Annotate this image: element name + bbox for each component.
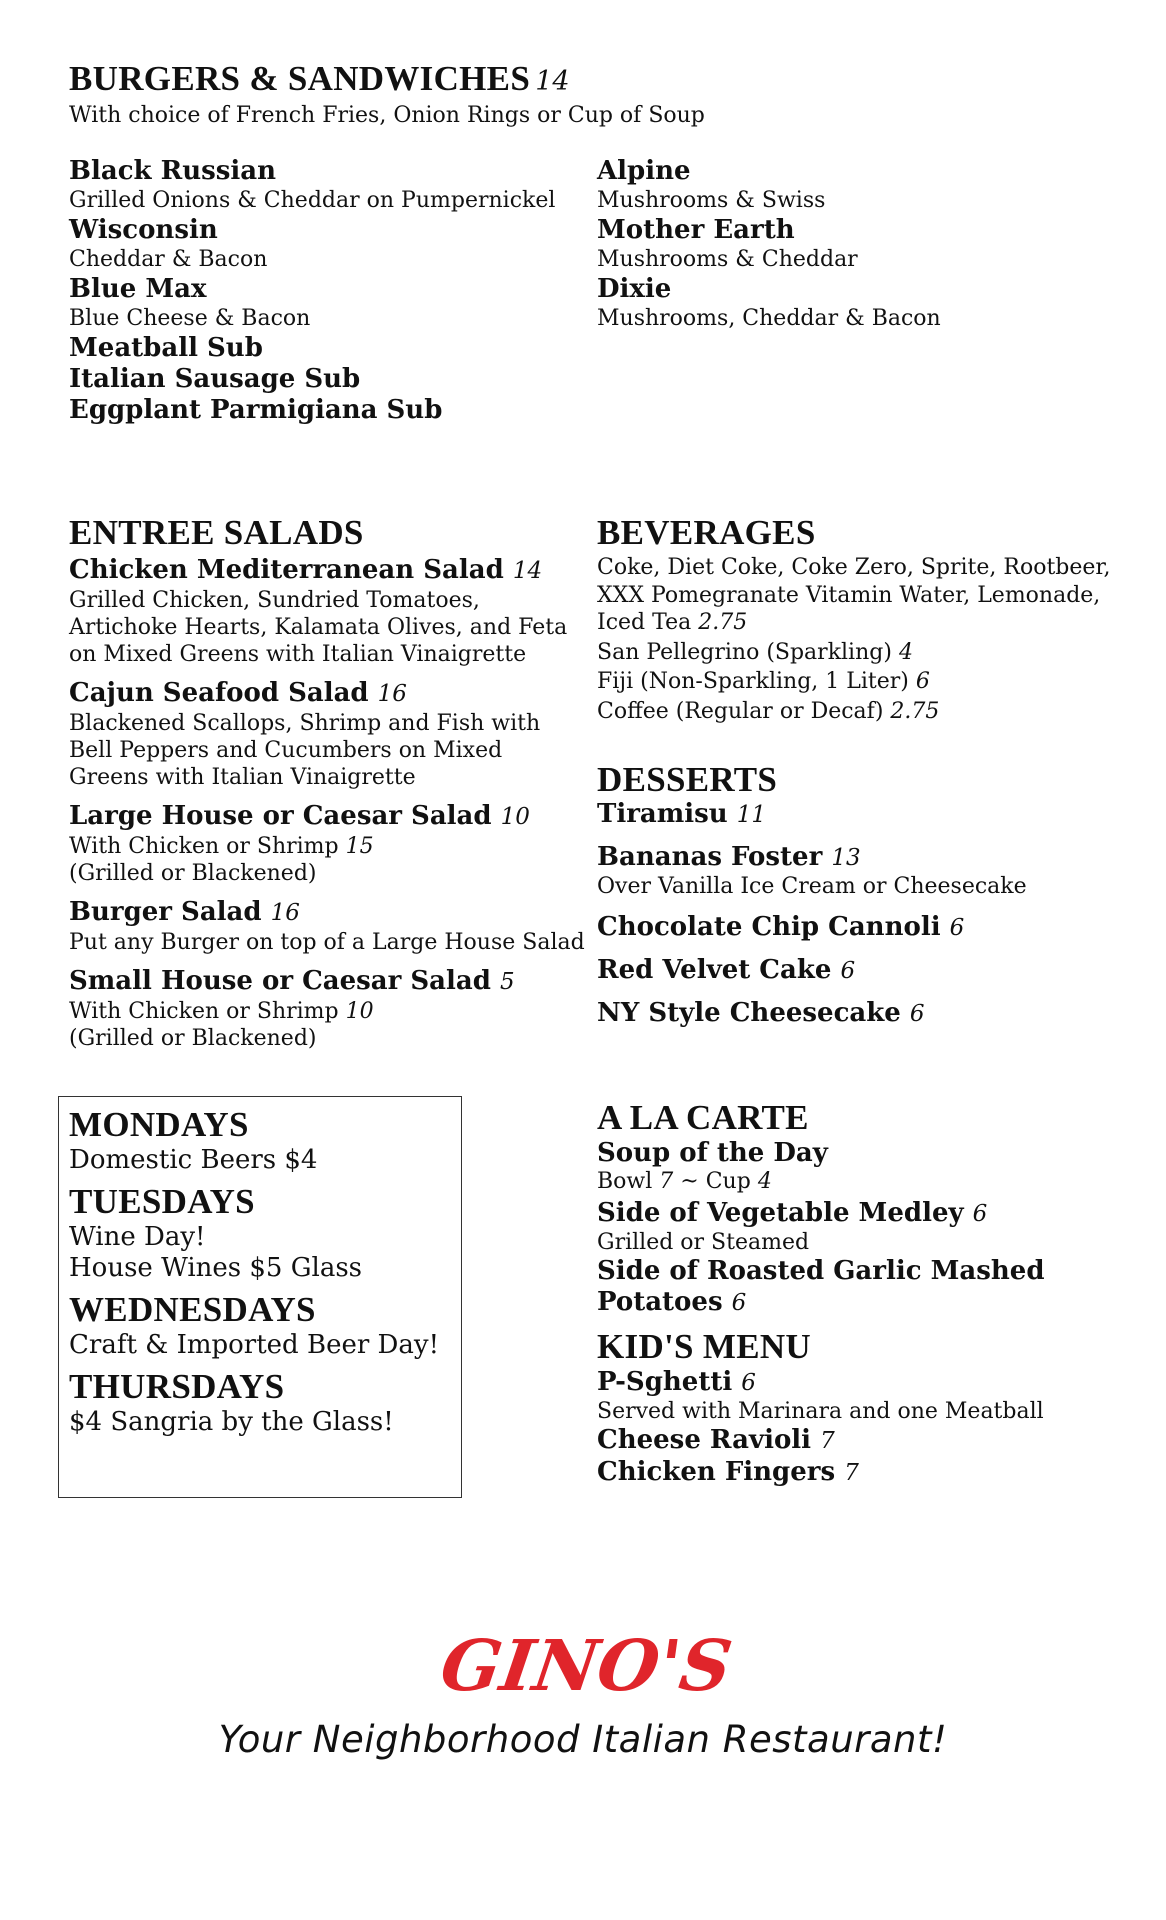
item-name: Alpine: [597, 156, 691, 186]
logo-wordmark: GINO'S: [435, 1624, 737, 1707]
special-line: Domestic Beers $4: [69, 1145, 318, 1175]
salad-desc-line: on Mixed Greens with Italian Vinaigrette: [69, 642, 527, 667]
beverage-price: 4: [898, 639, 913, 665]
kids-item-price: 7: [844, 1460, 859, 1486]
beverage-price: 6: [915, 669, 930, 694]
dessert-name: Bananas Foster: [597, 842, 823, 872]
burgers-price: 14: [535, 66, 570, 97]
kids-item-name: Chicken Fingers: [597, 1457, 836, 1487]
beverages-title: BEVERAGES: [597, 513, 816, 552]
item-name: Blue Max: [69, 274, 207, 304]
item-name: Wisconsin: [69, 215, 218, 245]
salad-item: [69, 554, 589, 668]
beverage-price: 2.75: [698, 610, 748, 635]
soup-bowl-price: 7: [659, 1169, 674, 1194]
beverage-line: Coke, Diet Coke, Coke Zero, Sprite, Rootbeer,: [597, 555, 1111, 580]
salad-name: Small House or Caesar Salad: [69, 966, 491, 996]
menu-item-name: Eggplant Parmigiana Sub: [69, 395, 443, 425]
daily-specials-box: [58, 1096, 462, 1498]
item-desc: Cheddar & Bacon: [69, 247, 268, 272]
menu-item-name: Meatball Sub: [69, 333, 263, 363]
carte-item-name: Side of Roasted Garlic Mashed: [597, 1256, 1045, 1286]
salad-item: [69, 896, 589, 956]
burgers-section: [69, 61, 705, 130]
salad-item: [69, 800, 589, 887]
menu-item: [69, 215, 589, 274]
special-line: House Wines $5 Glass: [69, 1253, 363, 1283]
soup-separator: ~: [680, 1169, 699, 1194]
salad-name: Large House or Caesar Salad: [69, 801, 492, 831]
kids-item-name: P-Sghetti: [597, 1367, 733, 1397]
salad-price: 5: [499, 969, 515, 995]
desserts-title: DESSERTS: [597, 760, 778, 799]
salad-desc-line: Grilled Chicken, Sundried Tomatoes,: [69, 588, 480, 613]
beverage-price: 2.75: [890, 698, 940, 724]
special-day: MONDAYS: [69, 1105, 249, 1144]
burgers-title: BURGERS & SANDWICHES: [69, 59, 531, 98]
ginos-logo: [0, 1618, 1166, 1732]
salad-desc-line: Bell Peppers and Cucumbers on Mixed: [69, 738, 503, 763]
special-day: WEDNESDAYS: [69, 1290, 316, 1329]
item-name: Dixie: [597, 274, 672, 304]
item-desc: Blue Cheese & Bacon: [69, 306, 311, 331]
beverages-section: [597, 515, 1137, 725]
kids-item-price: 7: [820, 1428, 835, 1454]
carte-item-desc: [597, 1169, 1137, 1195]
salad-desc-line: Greens with Italian Vinaigrette: [69, 765, 416, 790]
dessert-item: [597, 955, 1137, 986]
menu-item: [597, 274, 1137, 333]
item-name: Mother Earth: [597, 215, 795, 245]
salad-addon-price: 10: [345, 999, 374, 1024]
burgers-subtitle: With choice of French Fries, Onion Rings or Cup of Soup: [69, 103, 705, 128]
menu-item: [69, 274, 589, 333]
dessert-price: 11: [736, 802, 767, 828]
salads-title: ENTREE SALADS: [69, 513, 364, 552]
carte-item-desc: Grilled or Steamed: [597, 1230, 810, 1255]
salad-desc-line: (Grilled or Blackened): [69, 1026, 317, 1051]
soup-bowl-label: Bowl: [597, 1169, 653, 1194]
item-desc: Mushrooms, Cheddar & Bacon: [597, 306, 941, 331]
salad-desc-line: Put any Burger on top of a Large House Salad: [69, 930, 585, 955]
special-line: Craft & Imported Beer Day!: [69, 1330, 440, 1360]
salad-name: Cajun Seafood Salad: [69, 678, 369, 708]
salad-addon: With Chicken or Shrimp: [69, 999, 339, 1024]
burgers-left-list: [69, 156, 589, 426]
item-name: Black Russian: [69, 156, 277, 186]
special-day: TUESDAYS: [69, 1182, 255, 1221]
carte-item-name: Potatoes: [597, 1287, 723, 1317]
carte-item-name: Soup of the Day: [597, 1138, 828, 1168]
a-la-carte-section: [597, 1100, 1137, 1489]
menu-item: [597, 215, 1137, 274]
beverage-label: Iced Tea: [597, 610, 692, 635]
ginos-logo-mark: [435, 1618, 737, 1728]
salad-name: Chicken Mediterranean Salad: [69, 555, 504, 585]
beverage-label: Fiji (Non-Sparkling, 1 Liter): [597, 669, 909, 694]
dessert-name: Red Velvet Cake: [597, 955, 832, 985]
salad-price: 10: [500, 804, 530, 830]
carte-item-price: 6: [972, 1201, 988, 1227]
salad-desc-line: (Grilled or Blackened): [69, 861, 317, 886]
dessert-item: [597, 799, 1137, 830]
salad-price: 16: [270, 900, 300, 926]
restaurant-tagline: Your Neighborhood Italian Restaurant!: [218, 1718, 948, 1761]
salad-item: [69, 965, 589, 1052]
dessert-item: [597, 842, 1137, 900]
salad-desc-line: Artichoke Hearts, Kalamata Olives, and Feta: [69, 615, 568, 640]
menu-item: [69, 156, 589, 215]
soup-cup-price: 4: [757, 1169, 772, 1194]
salads-section: [69, 515, 589, 1061]
special-line: Wine Day!: [69, 1222, 206, 1252]
beverage-line: XXX Pomegranate Vitamin Water, Lemonade,: [597, 582, 1101, 608]
kids-item-name: Cheese Ravioli: [597, 1425, 812, 1455]
beverage-label: San Pellegrino (Sparkling): [597, 639, 892, 665]
salad-price: 14: [512, 558, 543, 584]
salad-name: Burger Salad: [69, 897, 262, 927]
dessert-price: 6: [909, 1001, 925, 1027]
item-desc: Mushrooms & Cheddar: [597, 247, 858, 272]
menu-item-name: Italian Sausage Sub: [69, 364, 361, 394]
salad-price: 16: [377, 681, 407, 707]
dessert-price: 6: [949, 915, 965, 941]
item-desc: Grilled Onions & Cheddar on Pumpernickel: [69, 188, 556, 213]
salad-addon-price: 15: [345, 834, 374, 859]
carte-item-price: 6: [731, 1290, 747, 1316]
kids-item-price: 6: [741, 1370, 756, 1396]
carte-item-name: Side of Vegetable Medley: [597, 1198, 964, 1228]
salad-addon: With Chicken or Shrimp: [69, 834, 339, 859]
salad-desc-line: Blackened Scallops, Shrimp and Fish with: [69, 711, 541, 736]
dessert-name: Tiramisu: [597, 799, 728, 829]
a-la-carte-title: A LA CARTE: [597, 1098, 809, 1137]
special-line: $4 Sangria by the Glass!: [69, 1407, 394, 1437]
dessert-price: 6: [840, 958, 856, 984]
dessert-item: [597, 998, 1137, 1029]
kids-title: KID'S MENU: [597, 1327, 811, 1366]
desserts-section: [597, 762, 1137, 1041]
beverage-label: Coffee (Regular or Decaf): [597, 698, 884, 724]
menu-item: [597, 156, 1137, 215]
dessert-name: NY Style Cheesecake: [597, 998, 901, 1028]
item-desc: Mushrooms & Swiss: [597, 188, 826, 213]
dessert-desc: Over Vanilla Ice Cream or Cheesecake: [597, 874, 1027, 899]
burgers-right-list: [597, 156, 1137, 333]
burgers-heading: [69, 61, 705, 97]
dessert-price: 13: [831, 845, 861, 871]
soup-cup-label: Cup: [705, 1169, 751, 1194]
dessert-name: Chocolate Chip Cannoli: [597, 912, 941, 942]
special-day: THURSDAYS: [69, 1367, 285, 1406]
kids-item-desc: Served with Marinara and one Meatball: [597, 1399, 1044, 1424]
dessert-item: [597, 912, 1137, 943]
salad-item: [69, 677, 589, 791]
